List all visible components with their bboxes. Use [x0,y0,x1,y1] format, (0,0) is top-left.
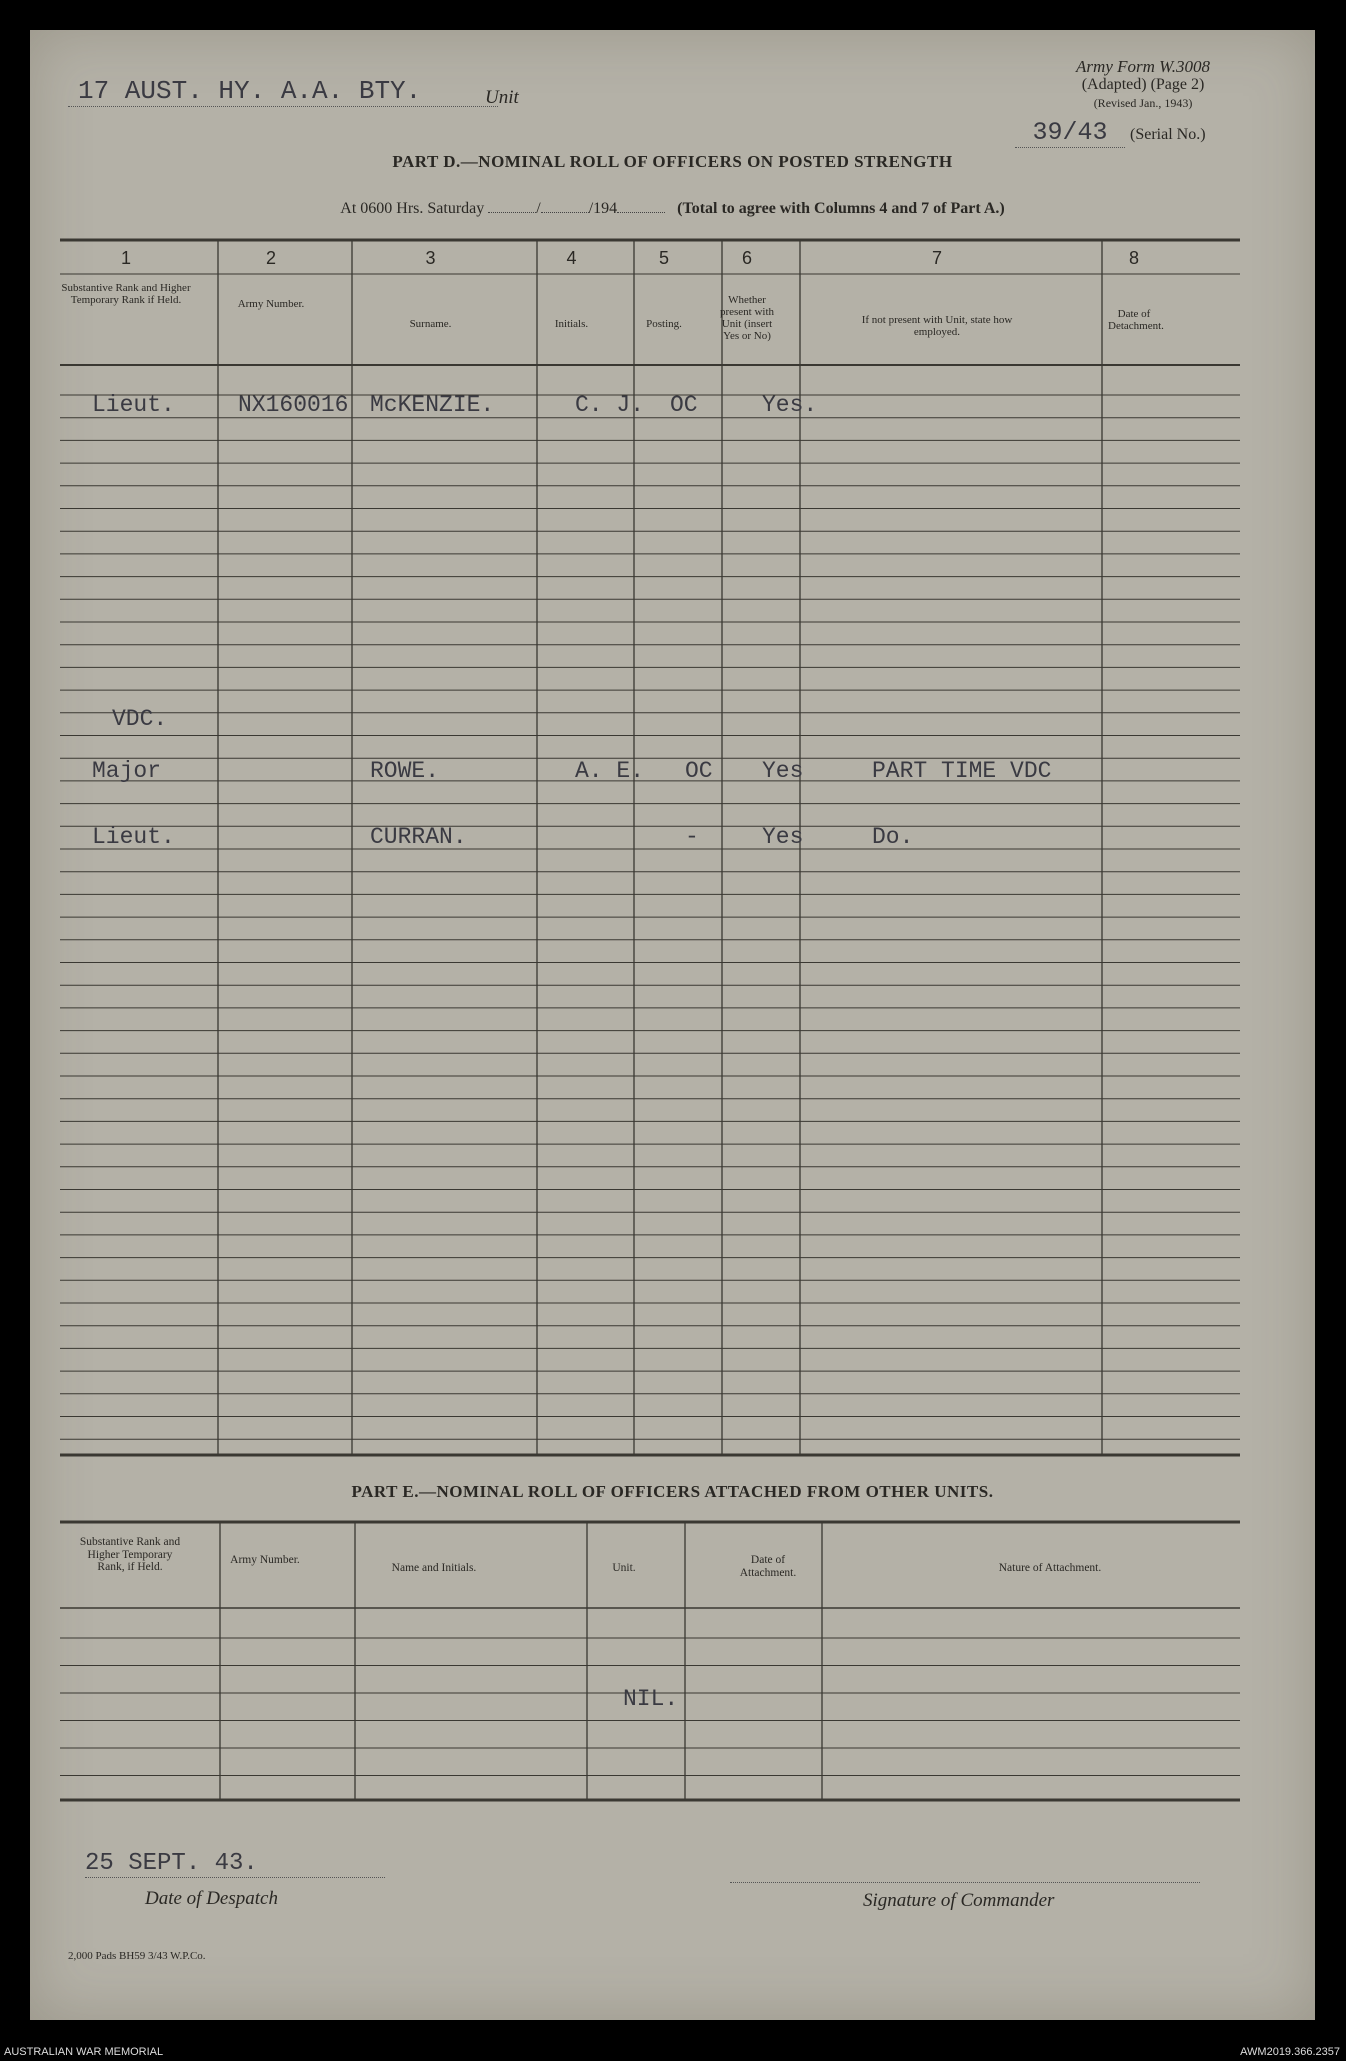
col-head-present: Whether present with Unit (insert Yes or No) [719,294,775,342]
row3-initials: A. E. [575,758,645,784]
col-num-6: 6 [741,248,752,268]
col-num-1: 1 [120,248,131,268]
row4-surname: CURRAN. [370,824,467,850]
credit-left: AUSTRALIAN WAR MEMORIAL [4,2046,164,2058]
col-head-surname: Surname. [409,318,452,330]
row3-present: Yes [762,758,804,784]
row4-employed: Do. [872,824,914,850]
col-head-detachment: Date of Detachment. [1108,308,1164,332]
row4-posting: - [685,824,699,850]
row1-number: NX160016 [238,392,349,418]
row3-rank: Major [92,758,162,784]
serial-label: (Serial No.) [1130,126,1206,143]
col-head-army-number: Army Number. [237,298,305,310]
e-head-date: Date of Attachment. [739,1554,797,1579]
unit-label: Unit [485,87,519,108]
col-head-rank: Substantive Rank and Higher Temporary Rank if Held. [61,282,191,306]
col-num-4: 4 [566,248,577,268]
form-page [30,30,1315,2020]
part-d-title: PART D.—NOMINAL ROLL OF OFFICERS ON POSTED STRENGTH [392,152,953,171]
form-line-2: (Adapted) (Page 2) [1081,76,1205,93]
serial-value: 39/43 [1015,118,1125,148]
e-head-unit: Unit. [612,1562,636,1574]
row3-surname: ROWE. [370,758,440,784]
at-year: /194 [588,200,618,217]
col-head-initials: Initials. [554,318,589,330]
e-head-army-number: Army Number. [230,1554,300,1566]
part-e-nil: NIL. [623,1686,679,1712]
row1-surname: McKENZIE. [370,392,495,418]
part-e-title: PART E.—NOMINAL ROLL OF OFFICERS ATTACHED FROM OTHER UNITS. [351,1482,994,1501]
e-head-rank: Substantive Rank and Higher Temporary Rank, if Held. [79,1536,181,1573]
despatch-label: Date of Despatch [145,1888,278,1909]
e-head-name: Name and Initials. [391,1562,477,1574]
at-suffix: (Total to agree with Columns 4 and 7 of Part A.) [677,200,1005,217]
e-head-nature: Nature of Attachment. [998,1562,1102,1574]
form-line-3: (Revised Jan., 1943) [1093,96,1193,110]
col-head-employed: If not present with Unit, state how employed. [861,314,1013,338]
row3-employed: PART TIME VDC [872,758,1052,784]
row1-initials: C. J. [575,392,645,418]
credit-right: AWM2019.366.2357 [1240,2046,1340,2058]
row4-rank: Lieut. [92,824,175,850]
form-line-1: Army Form W.3008 [1076,57,1210,76]
at-prefix: At 0600 Hrs. Saturday [340,200,485,217]
col-num-2: 2 [265,248,276,268]
unit-value: 17 AUST. HY. A.A. BTY. [68,76,498,107]
printer-mark: 2,000 Pads BH59 3/43 W.P.Co. [68,1950,206,1962]
signature-label: Signature of Commander [863,1890,1055,1911]
col-num-5: 5 [658,248,669,268]
row1-present: Yes. [762,392,818,418]
row2-rank: VDC. [112,706,168,732]
signature-line [730,1882,1200,1883]
row3-posting: OC [685,758,713,784]
row4-present: Yes [762,824,804,850]
col-num-3: 3 [425,248,436,268]
despatch-date: 25 SEPT. 43. [85,1850,385,1878]
col-num-8: 8 [1128,248,1139,268]
row1-rank: Lieut. [92,392,175,418]
col-head-posting: Posting. [646,318,682,330]
at-hours-line: At 0600 Hrs. Saturday / /194 (Total to agree with Columns 4 and 7 of Part A.) [340,200,1005,217]
row1-posting: OC [670,392,698,418]
col-num-7: 7 [931,248,942,268]
